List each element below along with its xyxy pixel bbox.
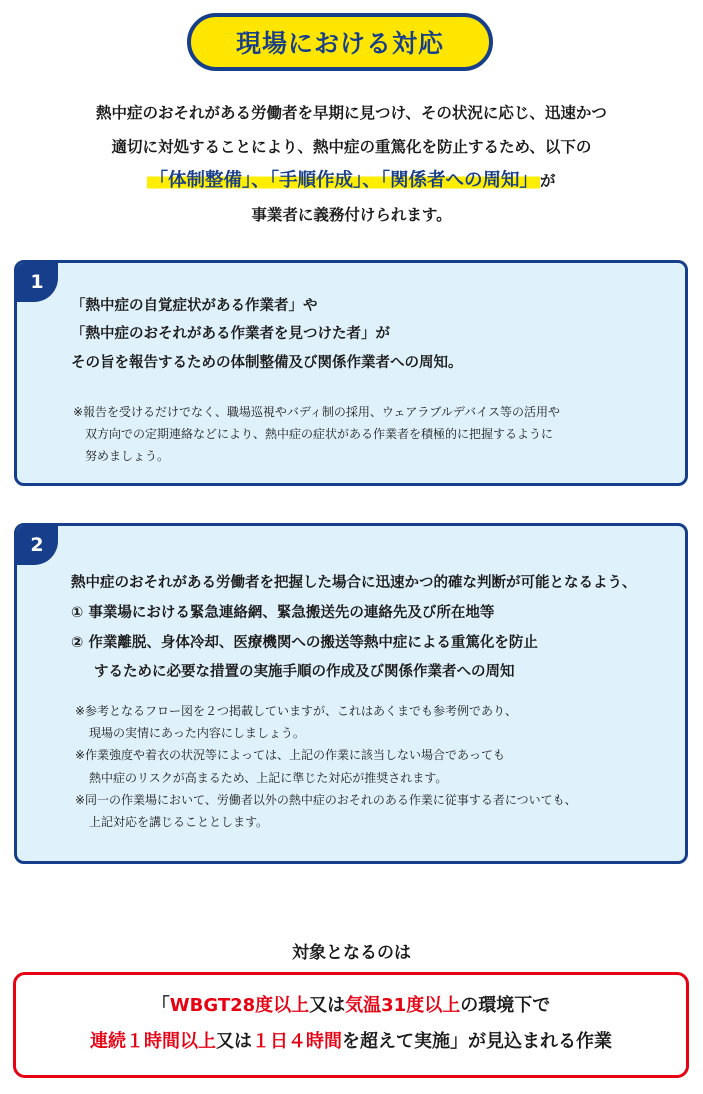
requirement-box-1 xyxy=(14,260,688,486)
intro-line-4: 事業者に義務付けられます。 xyxy=(251,206,452,224)
box1-line-1: 「熱中症の自覚症状がある作業者」や xyxy=(71,298,318,314)
box1-note-1: ※報告を受けるだけでなく、職場巡視やバディ制の採用、ウェアラブルデバイス等の活用や xyxy=(73,405,561,419)
requirement-box-2 xyxy=(14,523,688,864)
intro-text xyxy=(20,96,683,232)
box1-line-3: その旨を報告するための体制整備及び関係作業者への周知。 xyxy=(71,355,463,371)
target-or-1: 又は xyxy=(309,995,346,1016)
box2-lead: 熱中症のおそれがある労働者を把握した場合に迅速かつ的確な判断が可能となるよう、 xyxy=(71,575,637,591)
target-or-2: 又は xyxy=(216,1031,252,1052)
target-line-1 xyxy=(16,991,686,1017)
intro-line-2: 適切に対処することにより、熱中症の重篤化を防止するため、以下の xyxy=(111,138,592,156)
box2-note-5: ※同一の作業場において、労働者以外の熱中症のおそれのある作業に従事する者についても、 xyxy=(75,793,577,807)
target-line-2 xyxy=(16,1027,686,1053)
target-continuous: 連続１時間以上 xyxy=(90,1031,216,1052)
box1-note-3: 努めましょう。 xyxy=(85,449,170,463)
box2-note-6: 上記対応を講じることとします。 xyxy=(89,815,269,829)
intro-line-3 xyxy=(20,164,683,198)
box2-note-3: ※作業強度や着衣の状況等によっては、上記の作業に該当しない場合であっても xyxy=(75,748,505,762)
target-daily: １日４時間 xyxy=(252,1031,342,1052)
intro-line-3-suffix: が xyxy=(540,172,556,190)
target-open-bracket: 「 xyxy=(151,995,170,1016)
box2-note-4: 熱中症のリスクが高まるため、上記に準じた対応が推奨されます。 xyxy=(89,771,448,785)
intro-line-1: 熱中症のおそれがある労働者を早期に見つけ、その状況に応じ、迅速かつ xyxy=(96,104,607,122)
number-badge-2: 2 xyxy=(16,525,58,565)
box2-note-1: ※参考となるフロー図を２つ掲載していますが、これはあくまでも参考例であり、 xyxy=(75,704,518,718)
box1-note-2: 双方向での定期連絡などにより、熱中症の症状がある作業者を積極的に把握するように xyxy=(85,427,554,441)
page-title: 現場における対応 xyxy=(187,13,493,71)
target-label: 対象となるのは xyxy=(292,943,411,963)
target-box xyxy=(13,972,689,1078)
intro-highlight: 「体制整備」、「手順作成」、「関係者への周知」 xyxy=(149,170,538,191)
target-environment: の環境下で xyxy=(460,995,551,1016)
number-badge-1: 1 xyxy=(16,262,58,302)
box2-item-2-cont: するために必要な措置の実施手順の作成及び関係作業者への周知 xyxy=(94,664,515,680)
box2-item-2: ② 作業離脱、身体冷却、医療機関への搬送等熱中症による重篤化を防止 xyxy=(71,635,538,651)
box2-item-1: ① 事業場における緊急連絡網、緊急搬送先の連絡先及び所在地等 xyxy=(71,605,495,621)
box2-note-2: 現場の実情にあった内容にしましょう。 xyxy=(89,726,305,740)
target-wbgt: WBGT28度以上 xyxy=(169,995,310,1016)
box1-line-2: 「熱中症のおそれがある作業者を見つけた者」が xyxy=(71,326,390,342)
target-expected-work: を超えて実施」が見込まれる作業 xyxy=(342,1031,612,1052)
target-temperature: 気温31度以上 xyxy=(345,995,461,1016)
